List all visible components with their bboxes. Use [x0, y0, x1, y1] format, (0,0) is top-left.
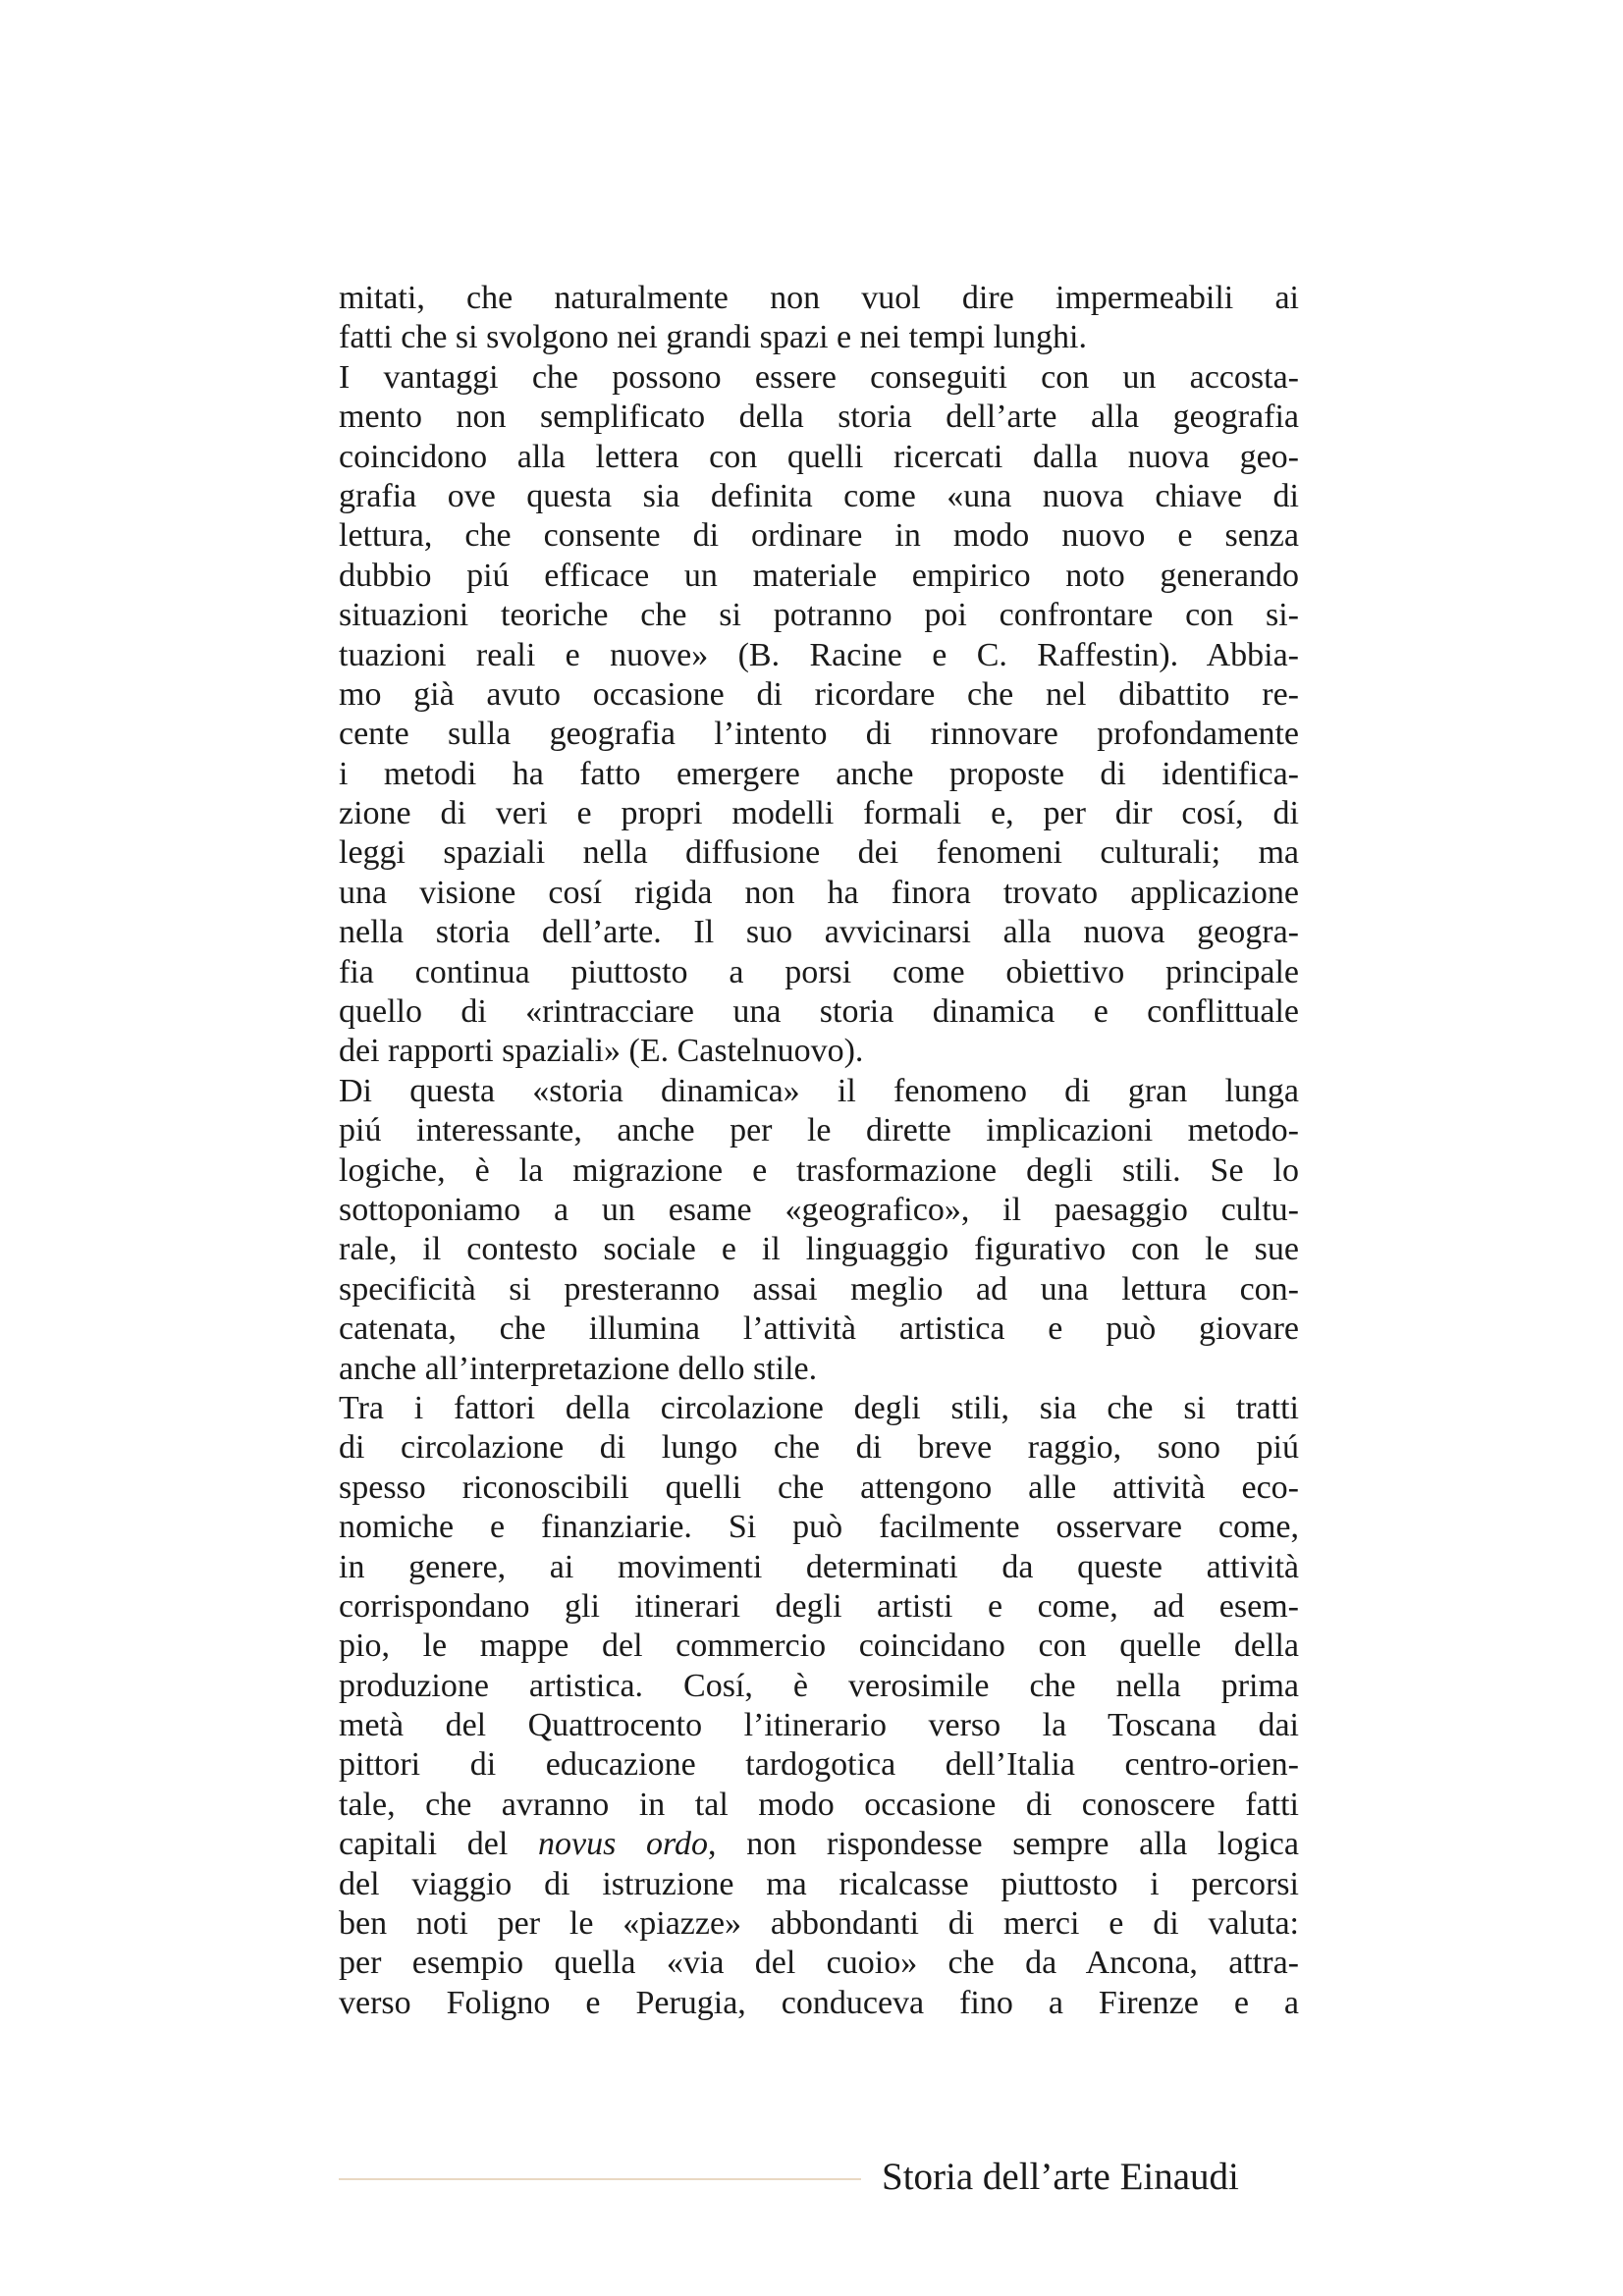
- text-line: I vantaggi che possono essere conseguiti con un accosta-: [339, 358, 1299, 396]
- text-line: leggi spaziali nella diffusione dei fenomeni culturali; ma: [339, 834, 1299, 872]
- body-text: [339, 279, 1299, 2023]
- text-line: quello di «rintracciare una storia dinamica e conflittuale: [339, 993, 1299, 1031]
- text-line: verso Foligno e Perugia, conduceva fino a Firenze e a: [339, 1984, 1299, 2021]
- footer-rule: [339, 2178, 861, 2180]
- text-line: corrispondano gli itinerari degli artisti e come, ad esem-: [339, 1587, 1299, 1625]
- text-line: Tra i fattori della circolazione degli stili, sia che si tratti: [339, 1389, 1299, 1426]
- text-line: del viaggio di istruzione ma ricalcasse piuttosto i percorsi: [339, 1865, 1299, 1902]
- text-line: i metodi ha fatto emergere anche proposte di identifica-: [339, 755, 1299, 792]
- text-line: in genere, ai movimenti determinati da queste attività: [339, 1548, 1299, 1585]
- text-line: lettura, che consente di ordinare in modo nuovo e senza: [339, 517, 1299, 555]
- text-line: cente sulla geografia l’intento di rinnovare profondamente: [339, 716, 1299, 753]
- text-line: spesso riconoscibili quelli che attengono alle attività eco-: [339, 1468, 1299, 1506]
- text-line: fatti che si svolgono nei grandi spazi e nei tempi lunghi.: [339, 319, 1087, 356]
- text-line: dubbio piú efficace un materiale empirico noto generando: [339, 557, 1299, 594]
- text-line: anche all’interpretazione dello stile.: [339, 1350, 818, 1387]
- text-line: una visione cosí rigida non ha finora trovato applicazione: [339, 874, 1299, 911]
- text-segment: capitali del: [339, 1826, 538, 1863]
- text-line: coincidono alla lettera con quelli ricercati dalla nuova geo-: [339, 438, 1299, 475]
- text-line: per esempio quella «via del cuoio» che da Ancona, attra-: [339, 1945, 1299, 1982]
- text-line: tale, che avranno in tal modo occasione di conoscere fatti: [339, 1786, 1299, 1823]
- text-segment: , non rispondesse sempre alla logica: [708, 1826, 1299, 1863]
- text-line: sottoponiamo a un esame «geografico», il paesaggio cultu-: [339, 1191, 1299, 1228]
- text-line: grafia ove questa sia definita come «una nuova chiave di: [339, 477, 1299, 514]
- text-line: tuazioni reali e nuove» (B. Racine e C. Raffestin). Abbia-: [339, 636, 1299, 673]
- text-line: mento non semplificato della storia dell’arte alla geografia: [339, 399, 1299, 436]
- text-line: nella storia dell’arte. Il suo avvicinarsi alla nuova geogra-: [339, 914, 1299, 951]
- italic-term: novus ordo: [538, 1826, 708, 1863]
- text-line: specificità si presteranno assai meglio ad una lettura con-: [339, 1270, 1299, 1308]
- text-line: piú interessante, anche per le dirette implicazioni metodo-: [339, 1112, 1299, 1149]
- text-line: mitati, che naturalmente non vuol dire impermeabili ai: [339, 280, 1299, 316]
- text-line: logiche, è la migrazione e trasformazione degli stili. Se lo: [339, 1151, 1299, 1189]
- text-line: [339, 1825, 1299, 1864]
- text-line: mo già avuto occasione di ricordare che nel dibattito re-: [339, 675, 1299, 713]
- text-line: ben noti per le «piazze» abbondanti di merci e di valuta:: [339, 1905, 1299, 1943]
- text-line: zione di veri e propri modelli formali e, per dir cosí, di: [339, 795, 1299, 832]
- text-line: Di questa «storia dinamica» il fenomeno di gran lunga: [339, 1072, 1299, 1109]
- text-line: rale, il contesto sociale e il linguaggio figurativo con le sue: [339, 1231, 1299, 1268]
- text-line: metà del Quattrocento l’itinerario verso la Toscana dai: [339, 1707, 1299, 1744]
- text-line: situazioni teoriche che si potranno poi confrontare con si-: [339, 597, 1299, 634]
- text-line: fia continua piuttosto a porsi come obiettivo principale: [339, 953, 1299, 990]
- text-line: catenata, che illumina l’attività artistica e può giovare: [339, 1310, 1299, 1348]
- text-line: pittori di educazione tardogotica dell’Italia centro-orien-: [339, 1746, 1299, 1784]
- footer-title: Storia dell’arte Einaudi: [882, 2156, 1239, 2198]
- text-line: nomiche e finanziarie. Si può facilmente osservare come,: [339, 1509, 1299, 1546]
- text-line: dei rapporti spaziali» (E. Castelnuovo).: [339, 1033, 864, 1070]
- text-line: di circolazione di lungo che di breve raggio, sono piú: [339, 1429, 1299, 1467]
- text-line: pio, le mappe del commercio coincidano con quelle della: [339, 1628, 1299, 1665]
- text-line: produzione artistica. Cosí, è verosimile che nella prima: [339, 1667, 1299, 1704]
